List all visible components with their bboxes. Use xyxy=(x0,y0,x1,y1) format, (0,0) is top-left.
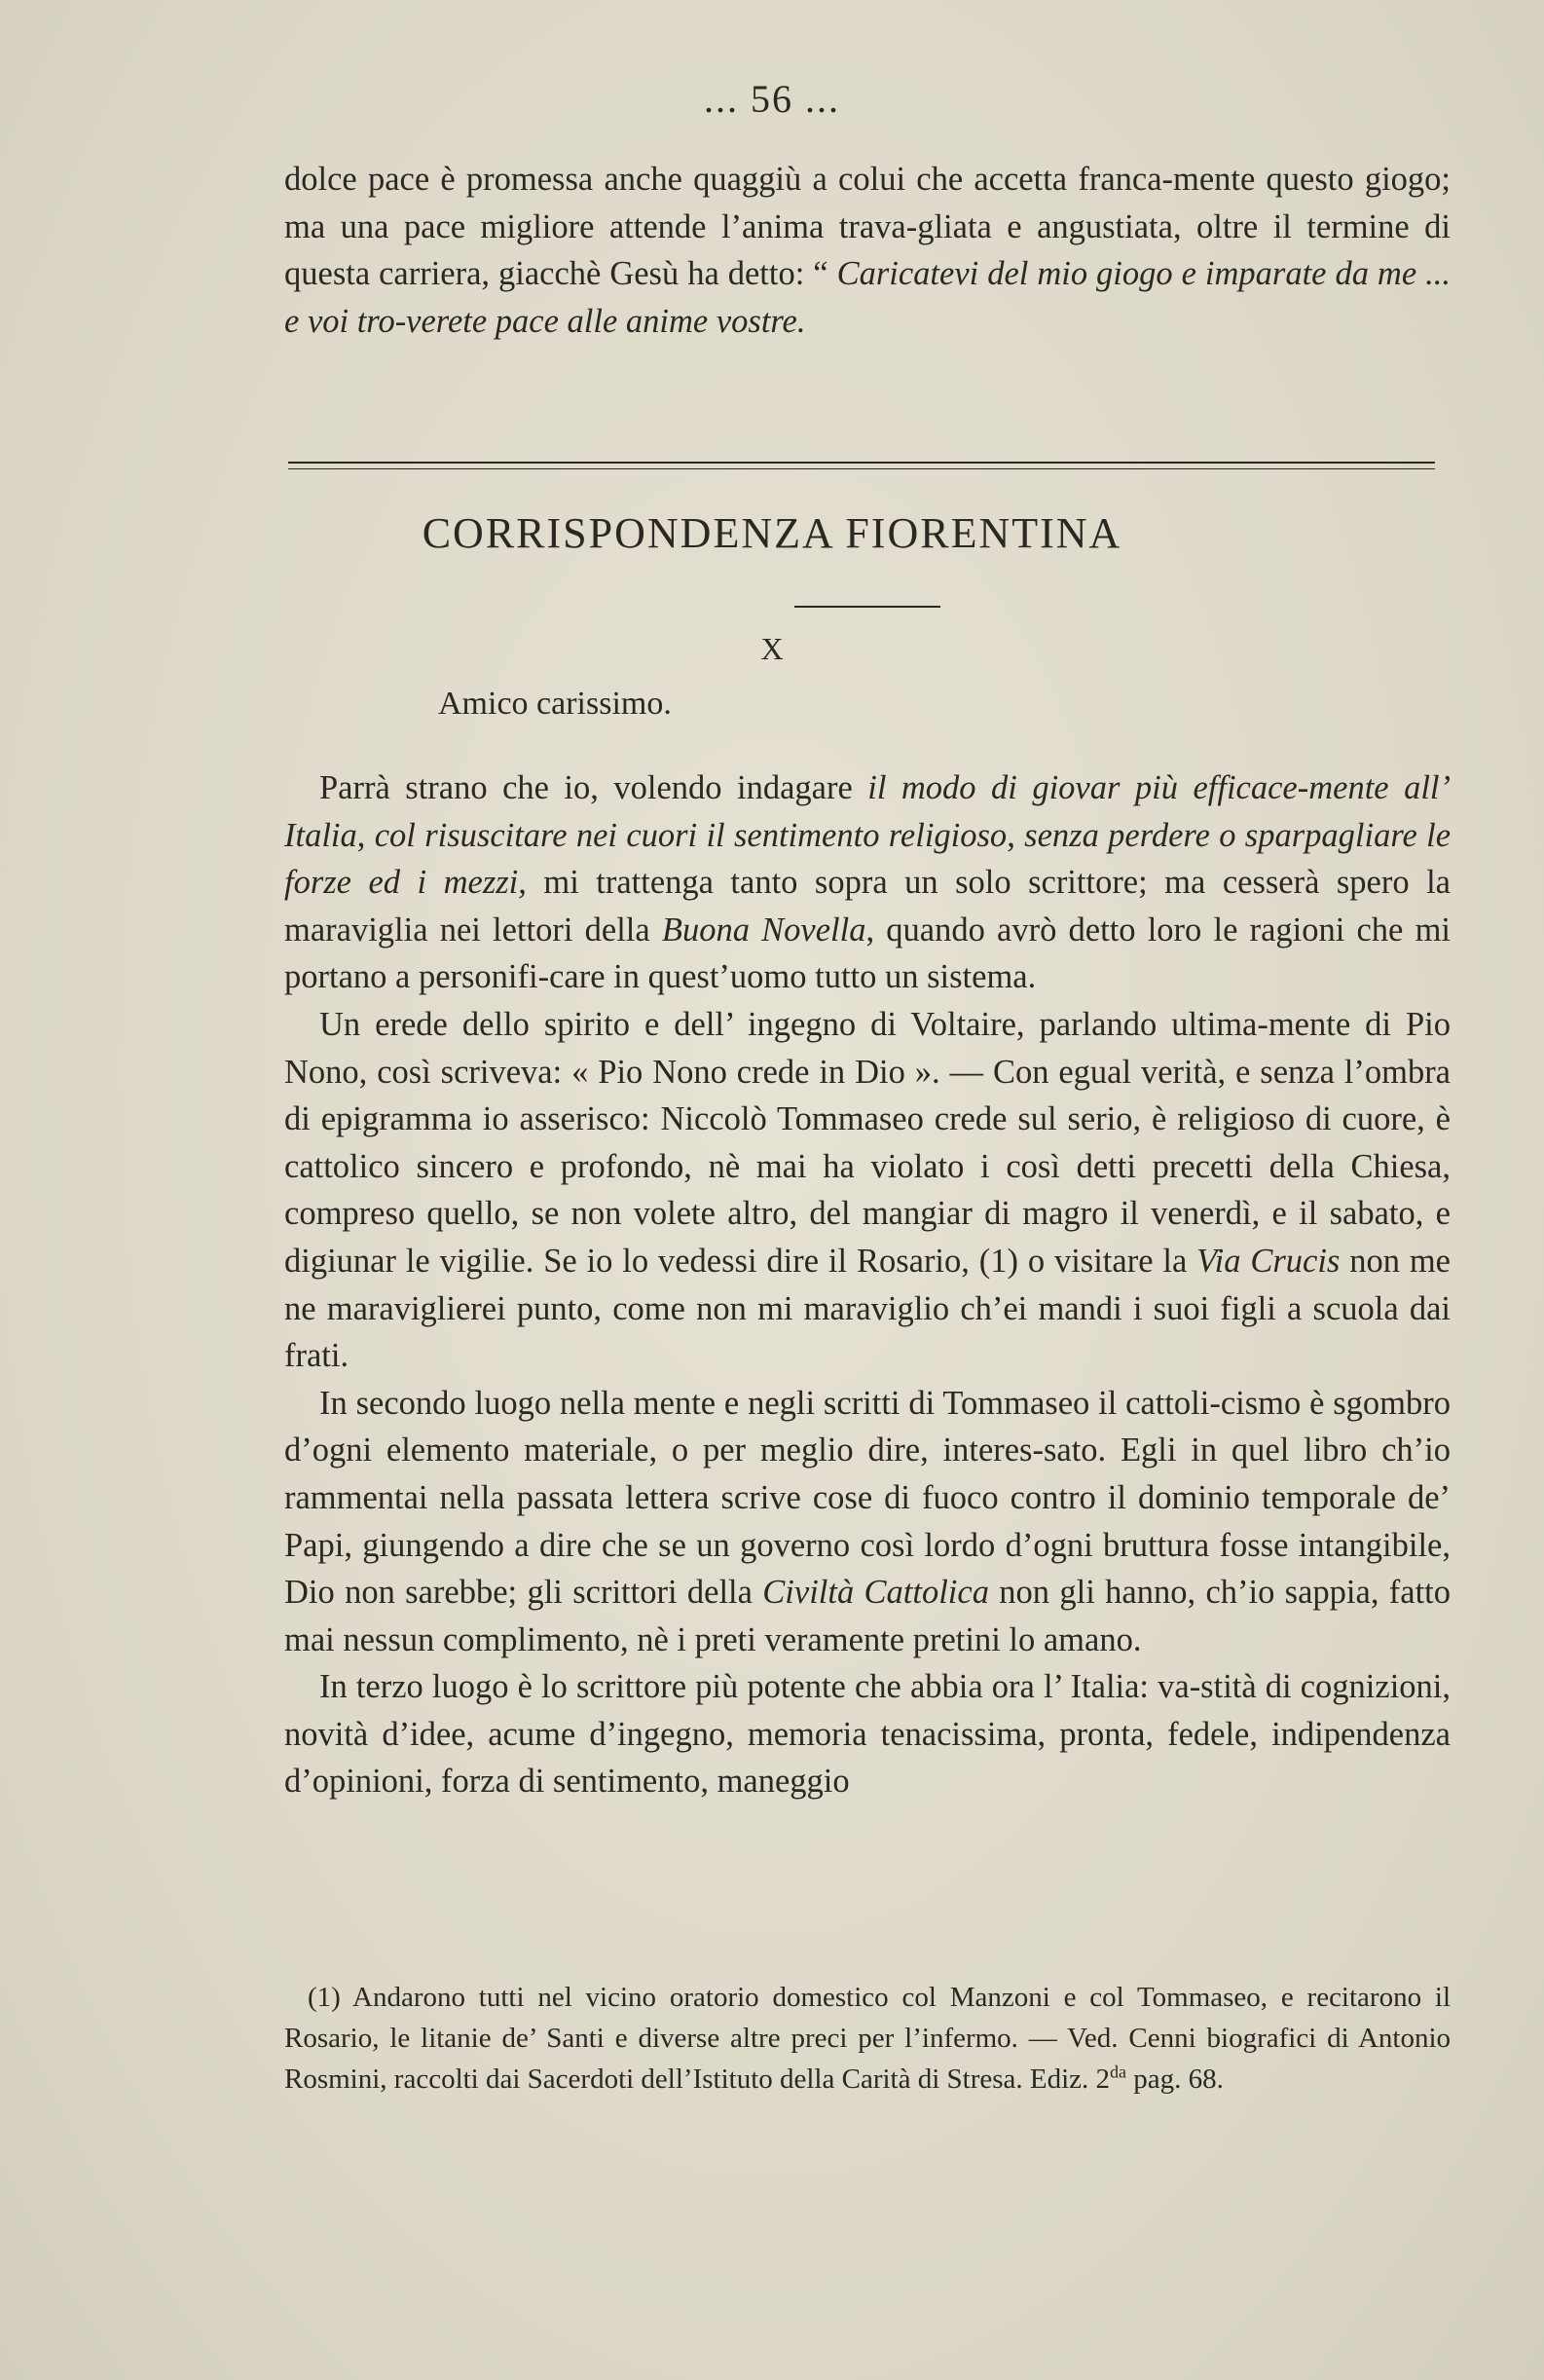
intro-quote: Caricatevi del mio giogo e imparate da me ... e voi tro-verete pace alle anime vostre. xyxy=(284,255,1452,340)
footnote-text-2: pag. 68. xyxy=(1126,2064,1224,2095)
section-heading: CORRISPONDENZA FIORENTINA xyxy=(422,509,1122,557)
section-number: X xyxy=(760,631,784,666)
p1-italic-1: il modo di giovar più efficace-mente all’ Italia xyxy=(284,769,1451,854)
p1-italic-4: Buona Novella xyxy=(661,911,866,948)
p1-text-5: , quando avrò detto loro le ragioni che mi portano a personifi-care in quest’uomo tutto un sistema. xyxy=(284,911,1451,996)
paragraph-3 xyxy=(284,1380,1451,1664)
p1-text-1: Parrà strano che io, volendo indagare xyxy=(319,769,868,806)
intro-paragraph-text xyxy=(284,156,1451,345)
footnote xyxy=(284,1977,1451,2100)
p3-text-1: In secondo luogo nella mente e negli scritti di Tommaseo il cattoli-cismo è sgombro d’ogni elemento materiale, o per meglio dire, interes-sato. Egli in quel libro ch’io rammentai nella passata lettera scrive cose di fuoco contro il dominio temporale de’ Papi, giungendo a dire che se un governo così lordo d’ogni bruttura fosse intangibile, Dio non sarebbe; gli scrittori della xyxy=(284,1384,1451,1612)
page-number: ... 56 ... xyxy=(704,77,840,121)
p1-text-3: , xyxy=(1007,816,1025,854)
intro-paragraph xyxy=(284,156,1451,345)
p1-italic-2: col risuscitare nei cuori il sentimento religioso xyxy=(374,816,1008,854)
intro-text: dolce pace è promessa anche quaggiù a colui che accetta franca-mente questo giogo; ma una pace migliore attende l’anima trava-gliata e angustiata, oltre il termine di questa carriera, giacchè Gesù ha detto: “ xyxy=(284,161,1451,293)
paragraph-4 xyxy=(284,1663,1451,1805)
p1-text-2: , xyxy=(356,816,375,854)
heading-rule xyxy=(794,606,940,608)
paragraph-1 xyxy=(284,764,1451,1001)
footnote-text xyxy=(284,1977,1451,2100)
p3-italic-1: Civiltà Cattolica xyxy=(762,1574,989,1612)
p1-text-4: mi trattenga tanto sopra un solo scrittore; ma cesserà spero la maraviglia nei lettori della xyxy=(284,864,1451,948)
footnote-superscript: da xyxy=(1110,2062,1127,2082)
paragraph-2 xyxy=(284,1001,1451,1380)
p2-text-1: Un erede dello spirito e dell’ ingegno di Voltaire, parlando ultima-mente di Pio Nono, così scriveva: « Pio Nono crede in Dio ». — Con egual verità, e senza l’ombra di epigramma io asserisco: Niccolò Tommaseo crede sul serio, è religioso di cuore, è cattolico sincero e profondo, nè mai ha violato i così detti precetti della Chiesa, compreso quello, se non volete altro, del mangiar di magro il venerdì, e il sabato, e digiunar le vigilie. Se io lo vedessi dire il Rosario, (1) o visitare la xyxy=(284,1005,1451,1280)
salutation: Amico carissimo. xyxy=(438,686,672,722)
letter-body xyxy=(284,764,1451,1805)
p3-text-2: non gli hanno, ch’io sappia, fatto mai nessun complimento, nè i preti veramente pretini lo amano. xyxy=(284,1574,1452,1658)
p4-text-1: In terzo luogo è lo scrittore più potente che abbia ora l’ Italia: va-stità di cognizioni, novità d’idee, acume d’ingegno, memoria tenacissima, pronta, fedele, indipendenza d’opinioni, forza di sentimento, maneggio xyxy=(284,1668,1451,1801)
p2-text-2: non me ne maraviglierei punto, come non mi maraviglio ch’ei mandi i suoi figli a scuola dai frati. xyxy=(284,1242,1451,1375)
footnote-text-1: (1) Andarono tutti nel vicino oratorio domestico col Manzoni e col Tommaseo, e recitarono il Rosario, le litanie de’ Santi e diverse altre preci per l’infermo. — Ved. Cenni biografici di Antonio Rosmini, raccolti dai Sacerdoti dell’Istituto della Carità di Stresa. Ediz. 2 xyxy=(284,1982,1451,2095)
p1-italic-3: senza perdere o sparpagliare le forze ed i mezzi, xyxy=(284,816,1452,902)
p2-italic-1: Via Crucis xyxy=(1196,1242,1341,1280)
section-divider xyxy=(288,462,1435,469)
